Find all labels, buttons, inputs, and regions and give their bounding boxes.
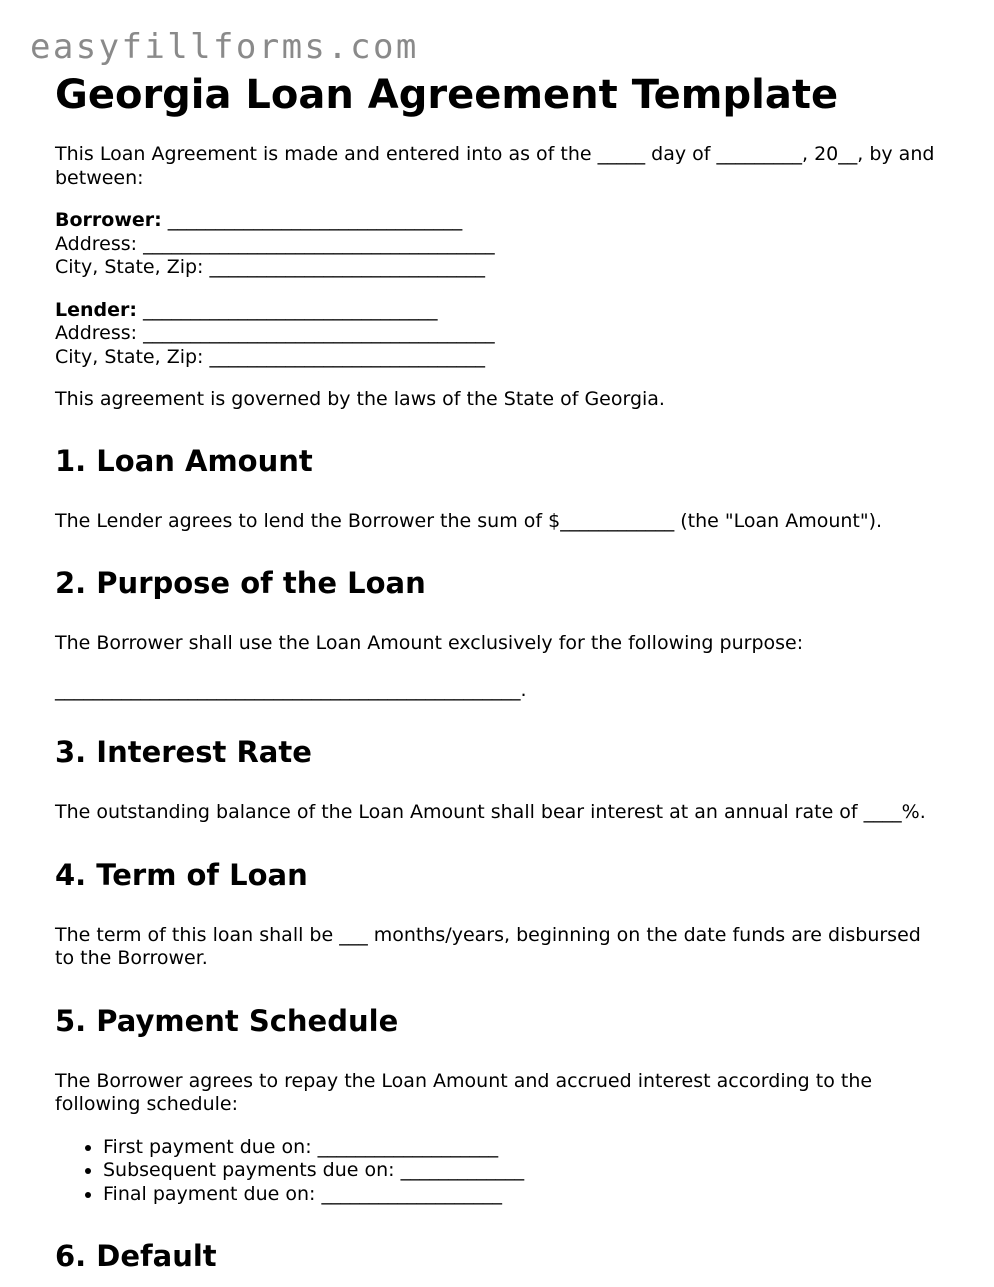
section-heading-payment-schedule: 5. Payment Schedule: [55, 1003, 399, 1038]
borrower-name-blank: _______________________________: [167, 209, 463, 231]
section-body-loan-amount: The Lender agrees to lend the Borrower the sum of $____________ (the "Loan Amount").: [55, 509, 883, 532]
borrower-label: Borrower:: [55, 209, 162, 231]
section-heading-loan-amount: 1. Loan Amount: [55, 443, 313, 478]
borrower-address-line: Address: _____________________________________: [55, 232, 495, 255]
lender-name-line: [55, 299, 945, 323]
payment-schedule-list: [55, 1136, 945, 1207]
lender-name-blank: _______________________________: [143, 298, 438, 321]
list-item: • Final payment due on: ___________________: [103, 1183, 945, 1207]
section-heading-interest-rate: 3. Interest Rate: [55, 735, 312, 769]
lender-city-line: City, State, Zip: _____________________________: [55, 345, 485, 368]
lender-address-line: Address: _____________________________________: [55, 322, 495, 344]
section-heading-purpose: 2. Purpose of the Loan: [55, 566, 426, 600]
borrower-name-line: [55, 209, 945, 233]
document-title: Georgia Loan Agreement Template: [55, 72, 839, 118]
section-body-payment-schedule: The Borrower agrees to repay the Loan Amount and accrued interest according to the following schedule:: [55, 1069, 873, 1115]
list-item: • First payment due on: ___________________: [103, 1136, 945, 1160]
section-heading-term: 4. Term of Loan: [55, 857, 308, 892]
governing-law-paragraph: This agreement is governed by the laws of the State of Georgia.: [55, 388, 665, 410]
section-heading-default: 6. Default: [55, 1239, 217, 1273]
document-page: [55, 72, 945, 1273]
intro-paragraph: This Loan Agreement is made and entered into as of the _____ day of _________, 20__, by and between:: [55, 143, 935, 189]
list-item: • Subsequent payments due on: _____________: [103, 1159, 945, 1183]
borrower-block: [55, 209, 945, 280]
watermark-text: easyfillforms.com: [30, 27, 419, 67]
section-body-term: The term of this loan shall be ___ months/years, beginning on the date funds are disbursed to the Borrower.: [55, 923, 921, 969]
section-body-purpose: The Borrower shall use the Loan Amount exclusively for the following purpose:: [55, 632, 804, 654]
purpose-blank-line: _________________________________________________.: [55, 678, 527, 701]
lender-block: [55, 299, 945, 370]
section-body-interest-rate: The outstanding balance of the Loan Amount shall bear interest at an annual rate of ____%.: [55, 801, 926, 823]
borrower-city-line: City, State, Zip: _____________________________: [55, 256, 485, 278]
lender-label: Lender:: [55, 298, 137, 321]
